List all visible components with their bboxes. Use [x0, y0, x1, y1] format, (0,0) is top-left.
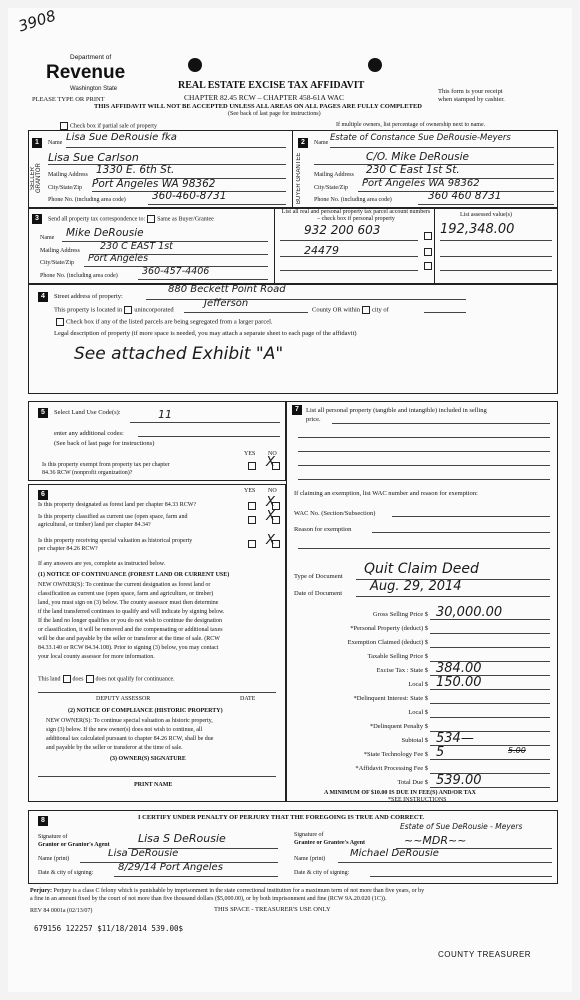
same-as-buyer-checkbox[interactable] [147, 215, 155, 223]
historic-question-2: per chapter 84.26 RCW? [38, 546, 98, 552]
notice-continuance-line: your local county assessor for more information. [38, 654, 155, 660]
unincorporated-label: unincorporated [134, 306, 174, 314]
seller-city-value[interactable]: Port Angeles WA 98362 [92, 178, 216, 190]
parcel-1-personal-checkbox[interactable] [424, 232, 432, 240]
grantee-above-text: Estate of Sue DeRousie - Meyers [400, 822, 523, 831]
seller-mailing-value[interactable]: 1330 E. 6th St. [96, 164, 175, 176]
corner-number: 3908 [16, 6, 59, 36]
treasurer-stamp: 679156 122257 $11/18/2014 539.00$ [34, 924, 184, 933]
correspondence-phone-label: Phone No. (including area code) [40, 273, 118, 279]
historic-question-1: Is this property receiving special valuation as historical property [38, 538, 193, 544]
receipt-line1: This form is your receipt [438, 88, 503, 95]
wac-label: WAC No. (Section/Subsection) [294, 510, 376, 517]
if-yes-note: If any answers are yes, complete as instructed below. [38, 561, 166, 567]
perjury-label: Perjury: [30, 888, 52, 894]
seller-grantor-label: SELLER GRANTOR [30, 163, 42, 193]
reason-label: Reason for exemption [294, 526, 352, 533]
does-checkbox[interactable] [63, 675, 71, 683]
exempt-question-1: Is this property exempt from property tax per chapter [42, 462, 170, 468]
parcel-number-2[interactable]: 24479 [304, 244, 339, 257]
treasurer-space-label: THIS SPACE - TREASURER'S USE ONLY [214, 906, 331, 913]
notice-compliance-line: sign (3) below. If the new owner(s) does not wish to continue, all [46, 727, 203, 733]
notice-continuance-line: NEW OWNER(S): To continue the current designation as forest land or [38, 582, 211, 588]
exempt-question-2: 84.36 RCW (nonprofit organization)? [42, 470, 133, 476]
multiple-owners-note: If multiple owners, list percentage of ownership next to name. [336, 122, 486, 128]
notice-compliance-text [46, 717, 213, 753]
correspondence-city-value[interactable]: Port Angeles [88, 253, 149, 264]
notice-continuance-title: (1) NOTICE OF CONTINUANCE (FOREST LAND OR CURRENT USE) [38, 572, 230, 578]
does-not-checkbox[interactable] [86, 675, 94, 683]
land-use-value[interactable]: 11 [158, 408, 172, 421]
perjury-text-2: a fine in an amount fixed by the court of not more than five thousand dollars ($5,000.00), or by both imprisonment and fine (RCW 9A.20.020 (1C)). [30, 896, 387, 902]
grantor-date-value[interactable]: 8/29/14 Port Angeles [118, 862, 223, 873]
segregated-label: Check box if any of the listed parcels are being segregated from a larger parcel. [66, 318, 273, 326]
parcel-header: List all real and personal property tax parcel account numbers – check box if personal property [281, 209, 431, 222]
correspondence-name-label: Name [40, 235, 55, 241]
buyer-phone-label: Phone No. (including area code) [314, 197, 392, 203]
personal-property-label: *Personal Property (deduct) $ [350, 625, 428, 632]
notice-continuance-line: classification as current use (open space, farm and agriculture, or timber) [38, 591, 214, 597]
delinquent-interest-state-label: *Delinquent Interest: State $ [353, 695, 428, 702]
revenue-logo: Revenue [46, 62, 126, 83]
seller-phone-value[interactable]: 360-460-8731 [152, 190, 227, 202]
partial-sale-checkbox[interactable] [60, 122, 68, 130]
notice-continuance-line: will be due and payable by the seller or transferor at the time of sale. (RCW [38, 636, 220, 642]
state-label: Washington State [70, 86, 118, 92]
certify-statement: I CERTIFY UNDER PENALTY OF PERJURY THAT THE FOREGOING IS TRUE AND CORRECT. [138, 814, 425, 821]
street-label: Street address of property: [54, 293, 123, 300]
doc-type-value[interactable]: Quit Claim Deed [364, 561, 479, 577]
city-checkbox[interactable] [362, 306, 370, 314]
section-1-number: 1 [32, 138, 42, 148]
minimum-due-note: A MINIMUM OF $10.00 IS DUE IN FEE(S) AND/OR TAX [324, 790, 476, 796]
buyer-mailing-value[interactable]: 230 C East 1st St. [366, 164, 460, 176]
deputy-date-label: DATE [240, 696, 256, 702]
notice-continuance-line: If the land no longer qualifies or you do not wish to continue the designation [38, 618, 222, 624]
subtotal-value[interactable]: 534— [436, 731, 474, 746]
sec6-yes-header: YES [244, 488, 256, 494]
county-or-label: County OR within [312, 306, 361, 314]
perjury-text-1: Perjury is a class C felony which is punishable by imprisonment in the state correctional institution for a maximum term of not more than five years, or by [53, 888, 425, 894]
grantor-name-label: Name (print) [38, 856, 70, 862]
buyer-grantee-label: BUYER GRANTEE [296, 152, 302, 204]
land-use-label: Select Land Use Code(s): [54, 409, 121, 416]
county-value[interactable]: Jefferson [204, 298, 249, 309]
this-land-label: This land [38, 676, 61, 683]
buyer-city-label: City/State/Zip [314, 185, 348, 191]
taxable-price-label: Taxable Selling Price $ [367, 653, 428, 660]
tech-fee-struck-value: 5.00 [508, 746, 526, 755]
notice-continuance-line: 84.33.140 or RCW 84.34.108). Prior to signing (3) below, you may contact [38, 645, 219, 651]
section-4-number: 4 [38, 292, 48, 302]
rev-number: REV 84 0001a (02/13/07) [30, 908, 93, 914]
exemption-claimed-label: Exemption Claimed (deduct) $ [347, 639, 428, 646]
section-3-number: 3 [32, 214, 42, 224]
segregated-checkbox[interactable] [56, 318, 64, 326]
assessed-value-1[interactable]: 192,348.00 [440, 222, 515, 237]
seller-phone-label: Phone No. (including area code) [48, 197, 126, 203]
current-use-no-mark: X [266, 509, 275, 524]
punch-hole-left [188, 58, 202, 72]
gross-value[interactable]: 30,000.00 [436, 605, 503, 620]
city-of-label: city of [372, 306, 389, 314]
county-treasurer-label: COUNTY TREASURER [438, 950, 532, 959]
delinquent-interest-local-label: Local $ [408, 709, 428, 716]
gross-label: Gross Selling Price $ [372, 611, 428, 618]
personal-property-label-1: List all personal property (tangible and intangible) included in selling [306, 407, 487, 414]
same-as-buyer-label: Same as Buyer/Grantee [157, 216, 214, 223]
buyer-name-label: Name [314, 140, 329, 146]
grantee-sig-label-1: Signature of [294, 832, 324, 838]
section-6-number: 6 [38, 490, 48, 500]
send-to-label: Send all property tax correspondence to: [48, 216, 146, 223]
parcel-3-personal-checkbox[interactable] [424, 262, 432, 270]
excise-local-value[interactable]: 150.00 [436, 675, 482, 690]
tech-fee-value[interactable]: 5 [436, 745, 445, 760]
form-title: REAL ESTATE EXCISE TAX AFFIDAVIT [178, 80, 365, 91]
correspondence-mailing-label: Mailing Address [40, 248, 80, 254]
correspondence-name-value[interactable]: Mike DeRousie [66, 227, 144, 239]
tech-fee-label: *State Technology Fee $ [363, 751, 428, 758]
current-use-question-2: agricultural, or timber) land per chapter 84.34? [38, 522, 151, 528]
doc-type-label: Type of Document [294, 573, 343, 580]
doc-date-value[interactable]: Aug. 29, 2014 [370, 579, 462, 594]
current-use-yes-checkbox[interactable] [248, 516, 256, 524]
partial-sale-label: Check box if partial sale of property [70, 123, 157, 130]
correspondence-city-label: City/State/Zip [40, 260, 74, 266]
section-7-number: 7 [292, 405, 302, 415]
buyer-city-value[interactable]: Port Angeles WA 98362 [362, 178, 480, 189]
current-use-question-1: Is this property classified as current use (open space, farm and [38, 514, 188, 520]
grantee-signature[interactable]: ~~MDR~~ [404, 834, 467, 847]
correspondence-mailing-value[interactable]: 230 C EAST 1st [100, 241, 173, 252]
forest-yes-checkbox[interactable] [248, 502, 256, 510]
buyer-phone-value[interactable]: 360 460 8731 [428, 190, 502, 202]
form-chapter: CHAPTER 82.45 RCW – CHAPTER 458-61A WAC [184, 93, 344, 102]
form-warning: THIS AFFIDAVIT WILL NOT BE ACCEPTED UNLESS ALL AREAS ON ALL PAGES ARE FULLY COMPLETED [94, 103, 422, 110]
legal-description-value[interactable]: See attached Exhibit "A" [74, 344, 284, 364]
land-use-see-back: (See back of last page for instructions) [54, 440, 155, 447]
excise-state-value[interactable]: 384.00 [436, 661, 482, 676]
grantee-name-label: Name (print) [294, 856, 326, 862]
parcel-2-personal-checkbox[interactable] [424, 248, 432, 256]
located-label: This property is located in [54, 306, 123, 314]
grantor-signature[interactable]: Lisa S DeRousie [138, 832, 226, 845]
punch-hole-right [368, 58, 382, 72]
doc-date-label: Date of Document [294, 590, 343, 597]
subtotal-label: Subtotal $ [401, 737, 428, 744]
exempt-no-mark: X [266, 455, 275, 470]
seller-city-label: City/State/Zip [48, 185, 82, 191]
legal-description-label: Legal description of property (if more space is needed, you may attach a separate sheet to each page of the affidavit) [54, 330, 357, 337]
dept-label: Department of [70, 54, 112, 61]
seller-name-value-2[interactable]: Lisa Sue Carlson [48, 151, 139, 164]
section-8-number: 8 [38, 816, 48, 826]
deputy-assessor-label: DEPUTY ASSESSOR [96, 696, 151, 702]
buyer-name-value-2[interactable]: C/O. Mike DeRousie [366, 151, 470, 163]
grantor-sig-label-1: Signature of [38, 834, 68, 840]
notice-continuance-line: if the land transferred continues to qualify and will indicate by signing below. [38, 609, 225, 615]
grantor-sig-label-2: Grantor or Grantor's Agent [38, 842, 110, 848]
excise-state-label: Excise Tax : State $ [376, 667, 428, 674]
assessed-header: List assessed value(s) [460, 212, 512, 218]
sec6-no-header: NO [268, 488, 277, 494]
section-5-number: 5 [38, 408, 48, 418]
seller-name-value-1[interactable]: Lisa Sue DeRousie fka [66, 132, 177, 143]
receipt-line2: when stamped by cashier. [438, 96, 505, 103]
grantor-date-label: Date & city of signing: [38, 870, 94, 876]
does-not-label: does not qualify for continuance. [95, 676, 175, 683]
print-name-label: PRINT NAME [134, 782, 173, 788]
total-due-label: Total Due $ [397, 779, 428, 786]
seller-mailing-label: Mailing Address [48, 172, 88, 178]
grantor-name-value[interactable]: Lisa DeRousie [108, 848, 179, 859]
historic-yes-checkbox[interactable] [248, 540, 256, 548]
see-back-instructions: (See back of last page for instructions) [228, 111, 321, 117]
notice-compliance-title: (2) NOTICE OF COMPLIANCE (HISTORIC PROPERTY) [68, 708, 223, 714]
delinquent-penalty-label: *Delinquent Penalty $ [369, 723, 428, 730]
buyer-mailing-label: Mailing Address [314, 172, 354, 178]
does-label: does [72, 676, 84, 683]
notice-continuance-text [38, 581, 224, 662]
parcel-number-1[interactable]: 932 200 603 [304, 223, 381, 237]
grantee-date-label: Date & city of signing: [294, 870, 350, 876]
total-due-value[interactable]: 539.00 [436, 773, 482, 788]
grantee-name-value[interactable]: Michael DeRousie [350, 848, 439, 859]
excise-local-label: Local $ [408, 681, 428, 688]
notice-continuance-line: or classification, it will be removed and the compensating or additional taxes [38, 627, 223, 633]
section-2-number: 2 [298, 138, 308, 148]
grantee-sig-label-2: Grantee or Grantee's Agent [294, 840, 366, 846]
please-type: PLEASE TYPE OR PRINT [32, 96, 105, 103]
section-4-box [28, 284, 558, 394]
exempt-yes-checkbox[interactable] [248, 462, 256, 470]
seller-name-label: Name [48, 140, 63, 146]
correspondence-phone-value[interactable]: 360-457-4406 [142, 266, 210, 277]
see-instructions-note: *SEE INSTRUCTIONS [388, 797, 447, 803]
personal-property-label-2: price. [306, 416, 321, 423]
forest-no-mark: X [266, 495, 275, 510]
notice-compliance-line: and payable by the seller or transferor at the time of sale. [46, 745, 183, 751]
affidavit-page [8, 8, 572, 992]
unincorporated-checkbox[interactable] [124, 306, 132, 314]
exemption-claim-label: If claiming an exemption, list WAC number and reason for exemption: [294, 490, 478, 497]
historic-no-mark: X [266, 533, 275, 548]
notice-compliance-line: additional tax calculated pursuant to chapter 84.26 RCW, shall be due [46, 736, 214, 742]
forest-question: Is this property designated as forest land per chapter 84.33 RCW? [38, 502, 197, 508]
affidavit-fee-label: *Affidavit Processing Fee $ [355, 765, 428, 772]
additional-codes-label: enter any additional codes: [54, 430, 124, 437]
sec5-no-header: NO [268, 451, 277, 457]
street-value[interactable]: 880 Beckett Point Road [168, 284, 286, 295]
notice-continuance-line: land, you must sign on (3) below. The county assessor must then determine [38, 600, 219, 606]
buyer-name-value-1[interactable]: Estate of Constance Sue DeRousie-Meyers [330, 133, 511, 143]
owner-signature-label: (3) OWNER(S) SIGNATURE [110, 756, 186, 762]
sec5-yes-header: YES [244, 451, 256, 457]
notice-compliance-line: NEW OWNER(S): To continue special valuation as historic property, [46, 718, 213, 724]
